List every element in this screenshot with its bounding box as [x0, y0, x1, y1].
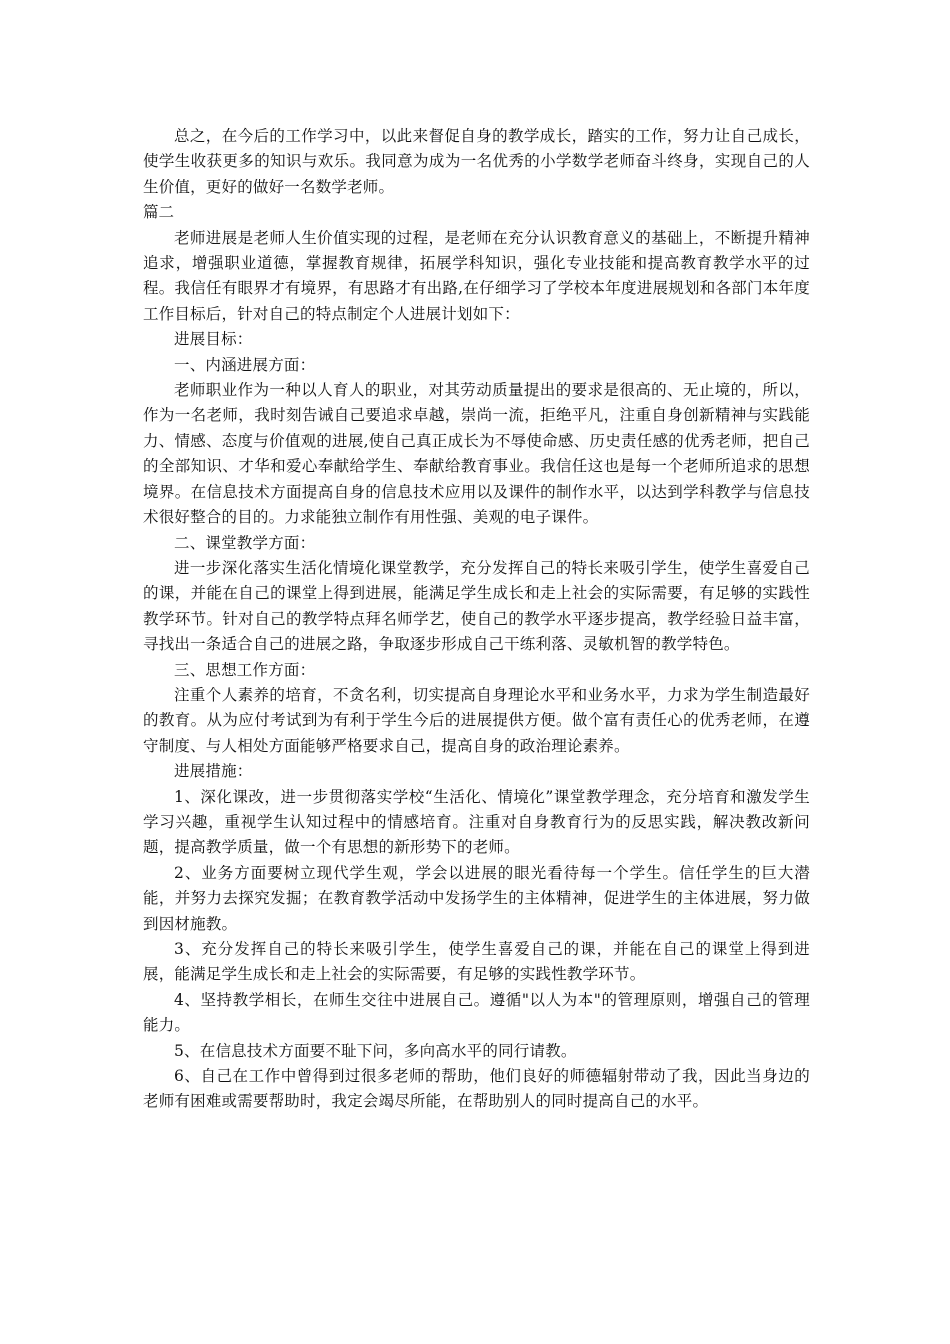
subheading-measures: 进展措施：	[174, 762, 253, 781]
paragraph-conclusion: 总之，在今后的工作学习中，以此来督促自身的教学成长，踏实的工作，努力让自己成长，使学生收获更多的知识与欢乐。我同意为成为一名优秀的小学数学老师奋斗终身，实现自己的人生价值，更好的做好一名数学老师。	[143, 127, 810, 196]
list-item-measure-3: 3、充分发挥自己的特长来吸引学生，使学生喜爱自己的课，并能在自己的课堂上得到进展，能满足学生成长和走上社会的实际需要，有足够的实践性教学环节。	[143, 940, 810, 984]
subheading-inner-development: 一、内涵进展方面：	[174, 355, 316, 374]
document-body	[143, 124, 810, 1115]
list-item-measure-5: 5、在信息技术方面要不耻下问，多向高水平的同行请教。	[174, 1041, 577, 1060]
subheading-ideology-work: 三、思想工作方面：	[174, 660, 316, 679]
subheading-goals: 进展目标：	[174, 330, 253, 349]
subheading-classroom-teaching: 二、课堂教学方面：	[174, 533, 316, 552]
paragraph-inner-development: 老师职业作为一种以人育人的职业，对其劳动质量提出的要求是很高的、无止境的，所以，作为一名老师，我时刻告诫自己要追求卓越，崇尚一流，拒绝平凡，注重自身创新精神与实践能力、情感、态度与价值观的进展,使自己真正成长为不辱使命感、历史责任感的优秀老师，把自己的全部知识、才华和爱心奉献给学生、奉献给教育事业。我信任这也是每一个老师所追求的思想境界。在信息技术方面提高自身的信息技术应用以及课件的制作水平，以达到学科教学与信息技术很好整合的目的。力求能独立制作有用性强、美观的电子课件。	[143, 381, 810, 527]
paragraph-classroom-teaching: 进一步深化落实生活化情境化课堂教学，充分发挥自己的特长来吸引学生，使学生喜爱自己的课，并能在自己的课堂上得到进展，能满足学生成长和走上社会的实际需要，有足够的实践性教学环节。针对自己的教学特点拜名师学艺，使自己的教学水平逐步提高，教学经验日益丰富，寻找出一条适合自己的进展之路，争取逐步形成自己干练利落、灵敏机智的教学特色。	[143, 558, 810, 654]
paragraph-intro: 老师进展是老师人生价值实现的过程，是老师在充分认识教育意义的基础上，不断提升精神追求，增强职业道德，掌握教育规律，拓展学科知识，强化专业技能和提高教育教学水平的过程。我信任有眼界才有境界，有思路才有出路,在仔细学习了学校本年度进展规划和各部门本年度工作目标后，针对自己的特点制定个人进展计划如下：	[143, 228, 810, 323]
list-item-measure-2: 2、业务方面要树立现代学生观，学会以进展的眼光看待每一个学生。信任学生的巨大潜能，并努力去探究发掘；在教育教学活动中发扬学生的主体精神，促进学生的主体进展，努力做到因材施教。	[143, 863, 810, 933]
paragraph-ideology-work: 注重个人素养的培育，不贪名利，切实提高自身理论水平和业务水平，力求为学生制造最好的教育。从为应付考试到为有利于学生今后的进展提供方便。做个富有责任心的优秀老师，在遵守制度、与人相处方面能够严格要求自己，提高自身的政治理论素养。	[143, 685, 810, 755]
list-item-measure-1: 1、深化课改，进一步贯彻落实学校“生活化、情境化”课堂教学理念，充分培育和激发学生学习兴趣，重视学生认知过程中的情感培育。注重对自身教育行为的反思实践，解决教改新问题，提高教学质量，做一个有思想的新形势下的老师。	[143, 787, 810, 857]
list-item-measure-6: 6、自己在工作中曾得到过很多老师的帮助，他们良好的师德辐射带动了我，因此当身边的老师有困难或需要帮助时，我定会竭尽所能，在帮助别人的同时提高自己的水平。	[143, 1067, 810, 1111]
list-item-measure-4: 4、坚持教学相长，在师生交往中进展自己。遵循"以人为本"的管理原则，增强自己的管理能力。	[143, 990, 810, 1035]
section-heading-part-two: 篇二	[143, 203, 175, 222]
